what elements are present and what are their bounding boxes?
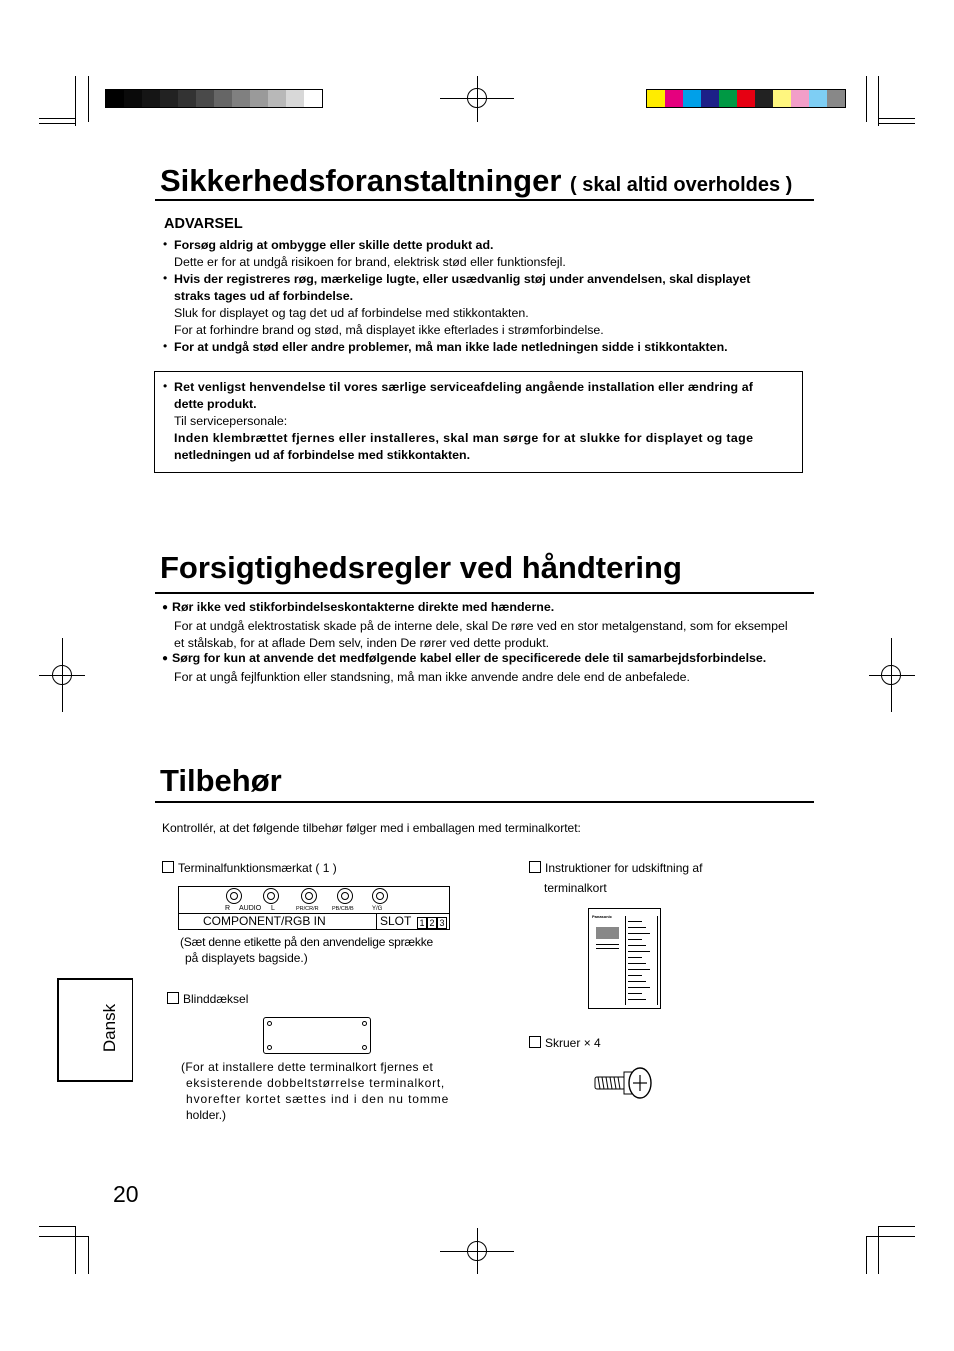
booklet-line (628, 939, 642, 940)
instruction-booklet-illustration (588, 908, 661, 1009)
checkbox-icon (529, 861, 541, 873)
screw-hole-icon (267, 1021, 272, 1026)
language-tab-label: Dansk (100, 1003, 119, 1053)
accessory-item-terminal-label: Terminalfunktionsmærkat ( 1 ) (162, 860, 337, 877)
section-rule (155, 592, 814, 594)
booklet-text-column (625, 916, 658, 1005)
booklet-brand-logo: Panasonic (592, 914, 613, 919)
booklet-line (628, 957, 642, 958)
booklet-line (628, 927, 646, 928)
handling-item-text: et stålskab, for at aflade Dem selv, inden De rører ved dette produkt. (174, 636, 550, 650)
language-side-tab (57, 978, 133, 1082)
color-swatch (737, 90, 755, 107)
color-swatch (160, 90, 178, 107)
booklet-line (628, 921, 642, 922)
crop-mark (39, 1236, 89, 1237)
terminal-label-note: på displayets bagside.) (185, 951, 308, 965)
terminal-label-sticker (178, 886, 450, 930)
registration-circle (52, 665, 72, 685)
rca-jack-icon (372, 888, 388, 904)
warning-item-bold: Hvis der registreres røg, mærkelige lugte, eller usædvanlig støj under anvendelsen, skal displayet (174, 272, 751, 286)
crop-mark (866, 1236, 867, 1274)
bullet: • (163, 379, 168, 393)
slot-number: 2 (427, 917, 437, 929)
warning-heading: ADVARSEL (164, 216, 243, 232)
section-title-accessories: Tilbehør (160, 763, 282, 798)
warning-item-bold: For at undgå stød eller andre problemer, må man ikke lade netledningen sidde i stikkontakten. (174, 340, 728, 354)
grayscale-color-bar (105, 89, 323, 108)
jack-label: AUDIO (239, 905, 262, 912)
warning-item-text: Sluk for displayet og tag det ud af forbindelse med stikkontakten. (174, 306, 529, 320)
jack-label: PB/CB/B (332, 906, 354, 912)
rca-jack-icon (301, 888, 317, 904)
booklet-line (628, 981, 646, 982)
warning-item-text: Dette er for at undgå risikoen for brand, elektrisk stød eller funktionsfejl. (174, 255, 566, 269)
terminal-label-note: (Sæt denne etikette på den anvendelige sprække (180, 935, 433, 949)
bullet: ● (162, 653, 169, 664)
booklet-line (628, 945, 646, 946)
crop-mark (39, 1226, 76, 1227)
bullet: • (163, 271, 168, 285)
blind-cover-note: eksisterende dobbeltstørrelse terminalkort, (186, 1076, 446, 1090)
crop-mark (88, 1236, 89, 1274)
handling-item-text: For at undgå elektrostatisk skade på de interne dele, skal De røre ved en stor metalgenstand, som for eksempel (174, 619, 788, 633)
section-rule (155, 199, 814, 201)
color-registration-bar (646, 89, 846, 108)
color-swatch (232, 90, 250, 107)
color-swatch (106, 90, 124, 107)
checkbox-icon (529, 1036, 541, 1048)
service-notice-bold: Ret venligst henvendelse til vores særlige serviceafdeling angående installation eller ændring af (174, 380, 754, 394)
crop-mark (878, 123, 915, 124)
jack-label: R (225, 905, 231, 912)
blind-cover-note: (For at installere dette terminalkort fjernes et (181, 1060, 434, 1074)
handling-item-bold: Rør ikke ved stikforbindelseskontakterne direkte med hænderne. (172, 600, 555, 614)
color-swatch (304, 90, 322, 107)
color-swatch (214, 90, 232, 107)
warning-item-bold: straks tages ud af forbindelse. (174, 289, 354, 303)
section-title-handling: Forsigtighedsregler ved håndtering (160, 550, 682, 585)
registration-circle (467, 1241, 487, 1261)
blind-cover-note: holder.) (186, 1108, 227, 1122)
color-swatch (142, 90, 160, 107)
slot-number: 3 (437, 917, 447, 929)
bullet: • (163, 237, 168, 251)
jack-label: L (271, 905, 275, 912)
booklet-line (596, 948, 619, 949)
accessory-item-instructions-cont: terminalkort (544, 881, 607, 895)
slot-label: SLOT (380, 914, 412, 928)
booklet-line (596, 944, 619, 945)
screw-icon (594, 1064, 656, 1102)
color-swatch (719, 90, 737, 107)
color-swatch (701, 90, 719, 107)
color-swatch (683, 90, 701, 107)
color-swatch (773, 90, 791, 107)
section-subtitle: ( skal altid overholdes ) (570, 174, 793, 196)
booklet-line (628, 951, 650, 952)
checkbox-icon (167, 992, 179, 1004)
crop-mark (866, 1236, 915, 1237)
color-swatch (809, 90, 827, 107)
registration-circle (467, 88, 487, 108)
rca-jack-icon (337, 888, 353, 904)
blind-cover-illustration (263, 1017, 371, 1054)
screw-hole-icon (362, 1021, 367, 1026)
booklet-line (628, 975, 642, 976)
color-swatch (286, 90, 304, 107)
handling-item-text: For at ungå fejlfunktion eller standsning, må man ikke anvende andre dele end de anbefalede. (174, 670, 690, 684)
screw-hole-icon (362, 1045, 367, 1050)
section-rule (155, 801, 814, 803)
crop-mark (39, 118, 76, 119)
color-swatch (250, 90, 268, 107)
booklet-line (628, 999, 646, 1000)
jack-label: Y/G (372, 906, 383, 912)
bullet: ● (162, 602, 169, 613)
service-notice-bold: netledningen ud af forbindelse med stikkontakten. (174, 448, 471, 462)
jack-label: PR/CR/R (296, 906, 319, 912)
booklet-line (628, 987, 650, 988)
crop-mark (75, 1226, 76, 1274)
registration-circle (881, 665, 901, 685)
crop-mark (878, 1226, 879, 1274)
color-swatch (791, 90, 809, 107)
color-swatch (647, 90, 665, 107)
sticker-divider (376, 913, 377, 929)
rca-jack-icon (226, 888, 242, 904)
service-notice-bold: Inden klembrættet fjernes eller installeres, skal man sørge for at slukke for displayet og tage (174, 431, 754, 445)
slot-number: 1 (417, 917, 427, 929)
component-rgb-label: COMPONENT/RGB IN (203, 914, 326, 928)
page-number: 20 (113, 1181, 139, 1207)
service-notice-text: Til servicepersonale: (174, 414, 288, 428)
color-swatch (755, 90, 773, 107)
warning-item-bold: Forsøg aldrig at ombygge eller skille dette produkt ad. (174, 238, 494, 252)
crop-mark (878, 1226, 915, 1227)
color-swatch (268, 90, 286, 107)
booklet-line (628, 963, 646, 964)
accessories-intro: Kontrollér, at det følgende tilbehør følger med i emballagen med terminalkortet: (162, 821, 581, 835)
checkbox-icon (162, 861, 174, 873)
booklet-line (628, 969, 650, 970)
section-title-safety: Sikkerhedsforanstaltninger ( skal altid overholdes ) (160, 163, 793, 198)
bullet: • (163, 339, 168, 353)
crop-mark (878, 118, 915, 119)
crop-mark (866, 76, 867, 122)
accessory-item-instructions: Instruktioner for udskiftning af (529, 860, 702, 877)
blind-cover-note: hvorefter kortet sættes ind i den nu tomme (186, 1092, 450, 1106)
rca-jack-icon (263, 888, 279, 904)
screw-hole-icon (267, 1045, 272, 1050)
crop-mark (39, 123, 76, 124)
service-notice-bold: dette produkt. (174, 397, 257, 411)
color-swatch (178, 90, 196, 107)
booklet-line (628, 933, 650, 934)
color-swatch (196, 90, 214, 107)
booklet-image (596, 927, 619, 939)
booklet-line (628, 993, 642, 994)
color-swatch (124, 90, 142, 107)
crop-mark (88, 76, 89, 122)
color-swatch (665, 90, 683, 107)
accessory-item-screws: Skruer × 4 (529, 1035, 601, 1052)
accessory-item-blind-cover: Blinddæksel (167, 991, 248, 1008)
handling-item-bold: Sørg for kun at anvende det medfølgende kabel eller de specificerede dele til samarbejdsforbindelse. (172, 651, 767, 665)
warning-item-text: For at forhindre brand og stød, må displayet ikke efterlades i strømforbindelse. (174, 323, 604, 337)
color-swatch (827, 90, 845, 107)
